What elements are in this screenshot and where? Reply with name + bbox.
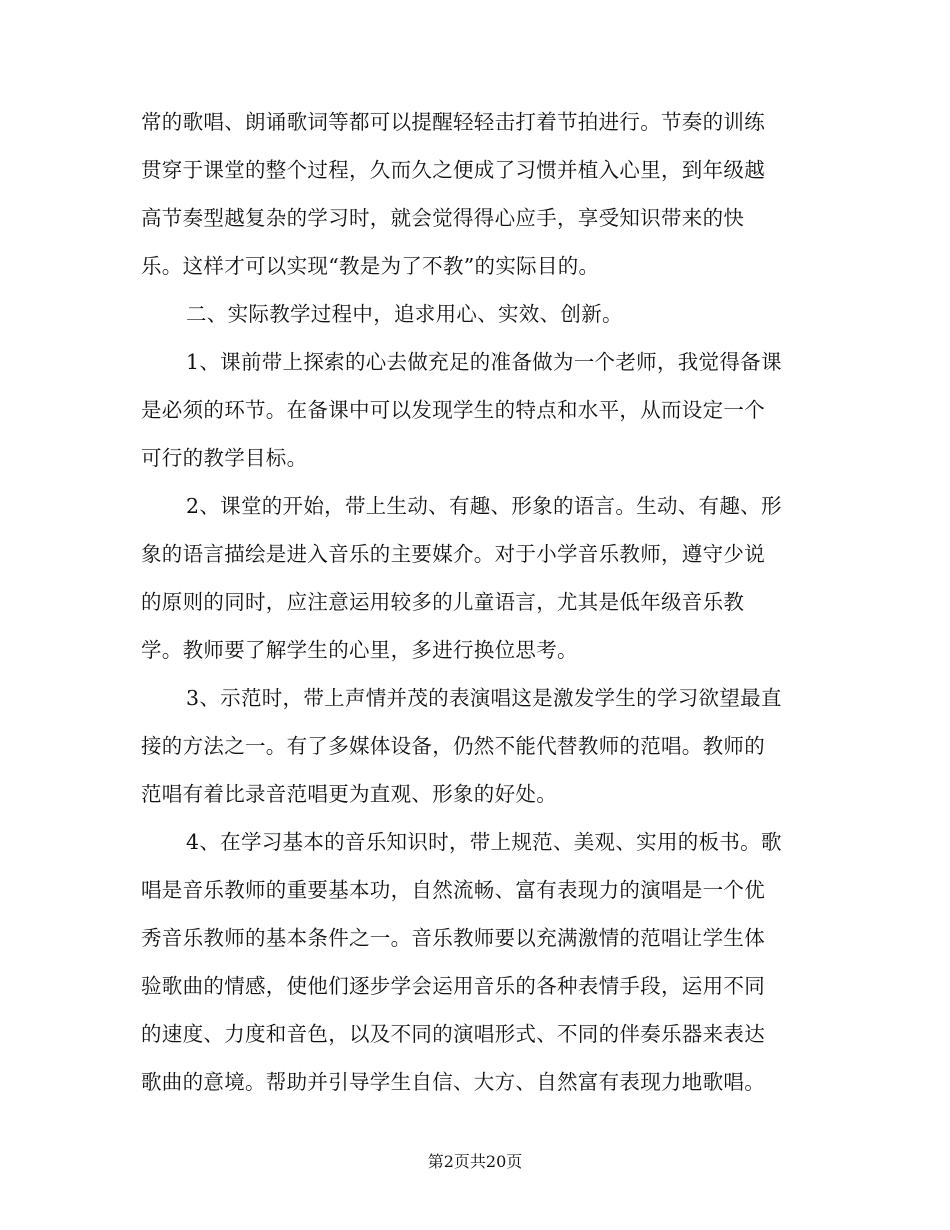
section-heading: 二、实际教学过程中，追求用心、实效、创新。	[186, 302, 623, 326]
text-line: 常的歌唱、朗诵歌词等都可以提醒轻轻击打着节拍进行。节奏的训练	[141, 110, 765, 134]
text-line: 1、课前带上探索的心去做充足的准备做为一个老师，我觉得备课	[186, 350, 782, 374]
text-line: 是必须的环节。在备课中可以发现学生的特点和水平，从而设定一个	[141, 398, 765, 422]
text-line: 贯穿于课堂的整个过程，久而久之便成了习惯并植入心里，到年级越	[141, 158, 765, 182]
text-line: 接的方法之一。有了多媒体设备，仍然不能代替教师的范唱。教师的	[141, 734, 765, 758]
text-line: 歌曲的意境。帮助并引导学生自信、大方、自然富有表现力地歌唱。	[141, 1070, 765, 1094]
text-line: 的原则的同时，应注意运用较多的儿童语言，尤其是低年级音乐教	[141, 590, 745, 614]
text-line: 3、示范时，带上声情并茂的表演唱这是激发学生的学习欲望最直	[186, 686, 782, 710]
page-number: 第2页共20页	[427, 1152, 523, 1171]
text-line: 2、课堂的开始，带上生动、有趣、形象的语言。生动、有趣、形	[186, 494, 782, 518]
text-line: 象的语言描绘是进入音乐的主要媒介。对于小学音乐教师，遵守少说	[141, 542, 765, 566]
text-line: 学。教师要了解学生的心里，多进行换位思考。	[141, 638, 578, 662]
text-line: 验歌曲的情感，使他们逐步学会运用音乐的各种表情手段，运用不同	[141, 974, 765, 998]
text-line: 秀音乐教师的基本条件之一。音乐教师要以充满激情的范唱让学生体	[141, 926, 765, 950]
text-line: 的速度、力度和音色，以及不同的演唱形式、不同的伴奏乐器来表达	[141, 1022, 765, 1046]
text-line: 4、在学习基本的音乐知识时，带上规范、美观、实用的板书。歌	[186, 830, 782, 854]
text-line: 高节奏型越复杂的学习时，就会觉得得心应手，享受知识带来的快	[141, 206, 745, 230]
document-body	[141, 98, 811, 1106]
text-line: 乐。这样才可以实现“教是为了不教”的实际目的。	[141, 254, 600, 278]
text-line: 范唱有着比录音范唱更为直观、形象的好处。	[141, 782, 557, 806]
text-line: 唱是音乐教师的重要基本功，自然流畅、富有表现力的演唱是一个优	[141, 878, 765, 902]
text-line: 可行的教学目标。	[141, 446, 308, 470]
